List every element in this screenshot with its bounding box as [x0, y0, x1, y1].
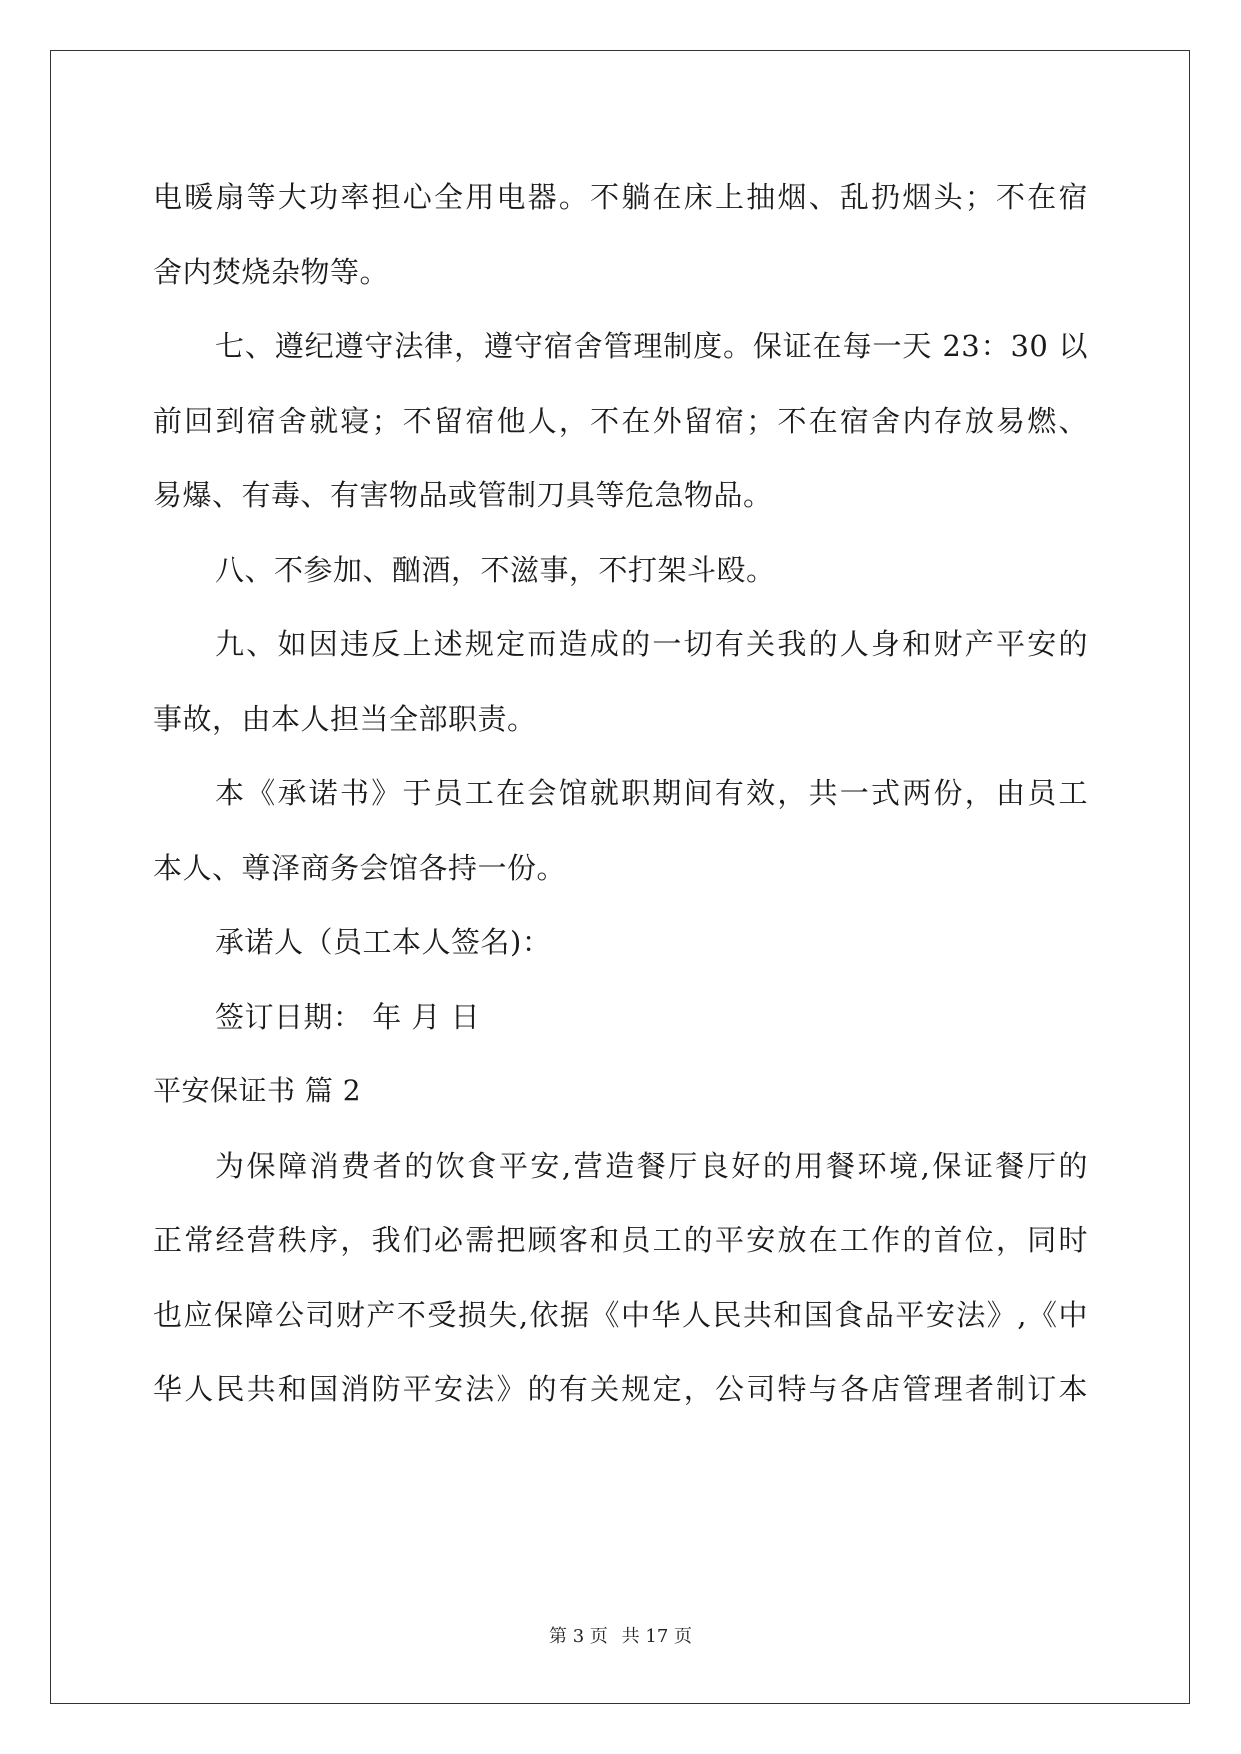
text-line: 八、不参加、酗酒，不滋事，不打架斗殴。 [215, 552, 776, 587]
page-number: 第 3 页 [549, 1626, 608, 1647]
text-line: 七、遵纪遵守法律，遵守宿舍管理制度。保证在每一天 23：30 以 [215, 329, 1088, 363]
text-line: 正常经营秩序，我们必需把顾客和员工的平安放在工作的首位，同时 [153, 1223, 1088, 1257]
text-line: 华人民共和国消防平安法》的有关规定，公司特与各店管理者制订本 [153, 1372, 1088, 1406]
text-line: 电暖扇等大功率担心全用电器。不躺在床上抽烟、乱扔烟头；不在宿 [153, 180, 1088, 214]
text-line: 本人、尊泽商务会馆各持一份。 [153, 850, 567, 885]
text-line: 舍内焚烧杂物等。 [153, 254, 390, 289]
page-footer [0, 1622, 1241, 1648]
date-line: 签订日期： 年 月 日 [215, 999, 481, 1034]
text-line: 事故，由本人担当全部职责。 [153, 701, 537, 736]
document-body [153, 160, 1088, 1427]
text-line: 为保障消费者的饮食平安,营造餐厅良好的用餐环境,保证餐厅的 [215, 1148, 1088, 1183]
text-line: 九、如因违反上述规定而造成的一切有关我的人身和财产平安的 [215, 627, 1088, 661]
text-line: 易爆、有毒、有害物品或管制刀具等危急物品。 [153, 478, 773, 512]
text-line: 本《承诺书》于员工在会馆就职期间有效，共一式两份，由员工 [215, 776, 1088, 810]
page-total: 共 17 页 [621, 1626, 692, 1647]
text-line: 前回到宿舍就寝；不留宿他人，不在外留宿；不在宿舍内存放易燃、 [153, 403, 1088, 438]
section-heading: 平安保证书 篇 2 [153, 1074, 362, 1107]
text-line: 也应保障公司财产不受损失,依据《中华人民共和国食品平安法》,《中 [153, 1297, 1088, 1332]
signature-line: 承诺人（员工本人签名)： [215, 925, 552, 959]
